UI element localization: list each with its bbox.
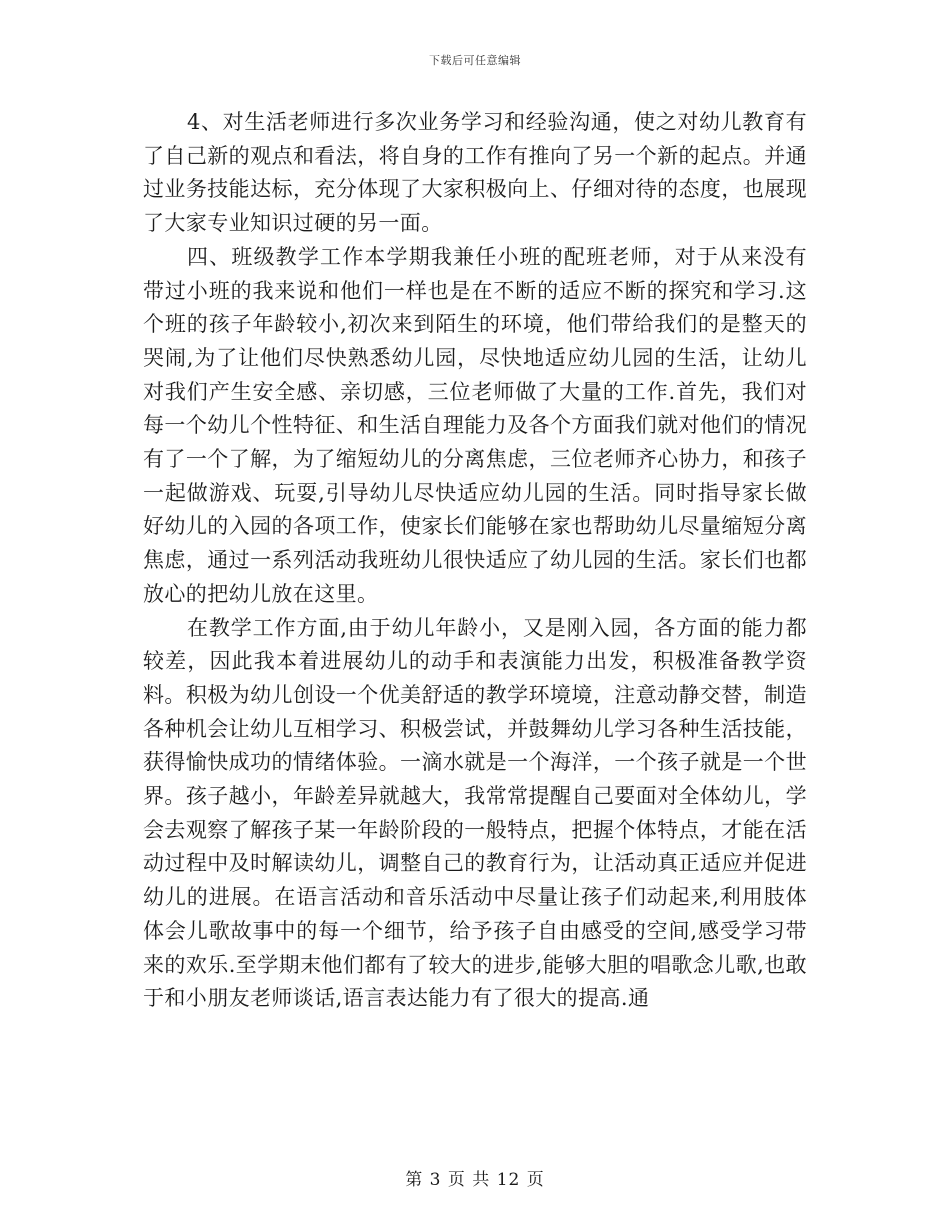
page-header-note: 下载后可任意编辑 [429,54,521,67]
paragraph-1: 4、对生活老师进行多次业务学习和经验沟通，使之对幼儿教育有了自己新的观点和看法，将自身的工作有推向了另一个新的起点。并通过业务技能达标，充分体现了大家积极向上、仔细对待的态度，也展现了大家专业知识过硬的另一面。 [143,110,807,236]
page-number: 第 3 页 共 12 页 [405,1170,545,1190]
document-body [143,106,807,1016]
paragraph-2: 四、班级教学工作本学期我兼任小班的配班老师，对于从来没有带过小班的我来说和他们一样也是在不断的适应不断的探究和学习.这个班的孩子年龄较小,初次来到陌生的环境，他们带给我们的是整天的哭闹,为了让他们尽快熟悉幼儿园，尽快地适应幼儿园的生活，让幼儿对我们产生安全感、亲切感，三位老师做了大量的工作.首先，我们对每一个幼儿个性特征、和生活自理能力及各个方面我们就对他们的情况有了一个了解，为了缩短幼儿的分离焦虑，三位老师齐心协力，和孩子一起做游戏、玩耍,引导幼儿尽快适应幼儿园的生活。同时指导家长做好幼儿的入园的各项工作，使家长们能够在家也帮助幼儿尽量缩短分离焦虑，通过一系列活动我班幼儿很快适应了幼儿园的生活。家长们也都放心的把幼儿放在这里。 [143,244,807,606]
paragraph-3: 在教学工作方面,由于幼儿年龄小，又是刚入园，各方面的能力都较差，因此我本着进展幼儿的动手和表演能力出发，积极准备教学资料。积极为幼儿创设一个优美舒适的教学环境境，注意动静交替，制造各种机会让幼儿互相学习、积极尝试，并鼓舞幼儿学习各种生活技能，获得愉快成功的情绪体验。一滴水就是一个海洋，一个孩子就是一个世界。孩子越小，年龄差异就越大，我常常提醒自己要面对全体幼儿，学会去观察了解孩子某一年龄阶段的一般特点，把握个体特点，才能在活动过程中及时解读幼儿，调整自己的教育行为，让活动真正适应并促进幼儿的进展。在语言活动和音乐活动中尽量让孩子们动起来,利用肢体体会儿歌故事中的每一个细节，给予孩子自由感受的空间,感受学习带来的欢乐.至学期末他们都有了较大的进步,能够大胆的唱歌念儿歌,也敢于和小朋友老师谈话,语言表达能力有了很大的提高.通 [143,615,807,1011]
